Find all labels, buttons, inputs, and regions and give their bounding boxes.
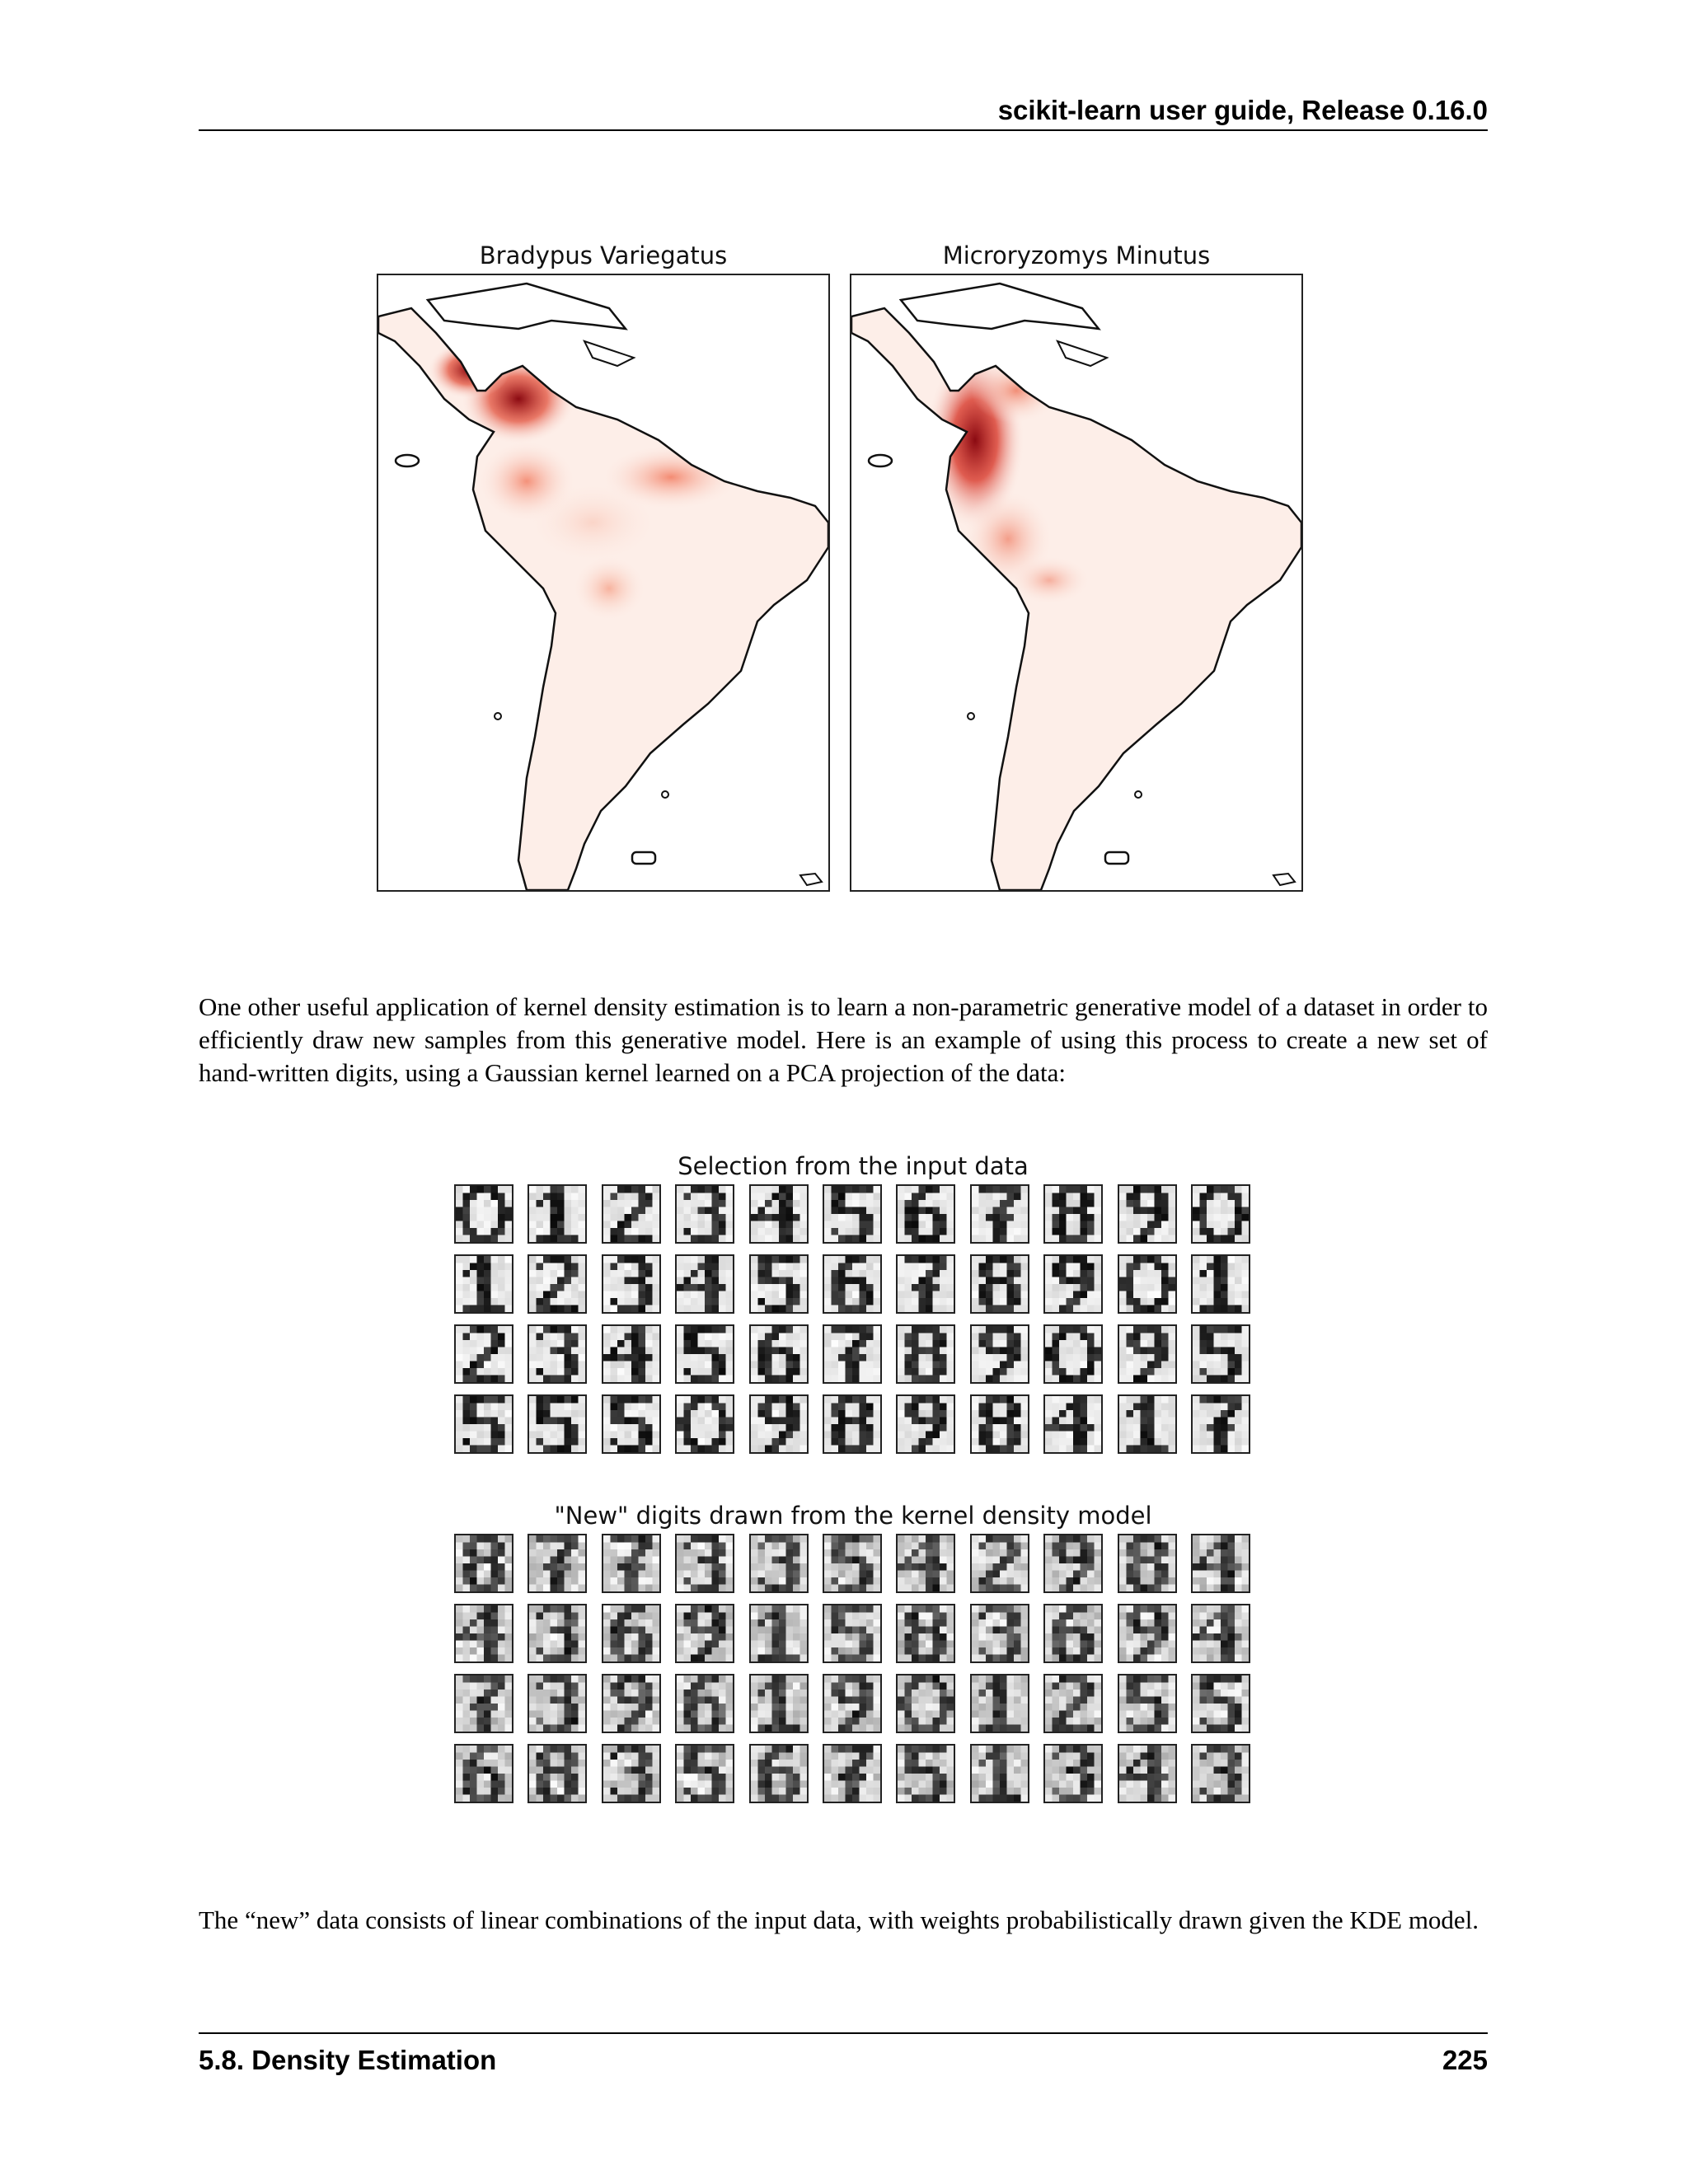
new-digit-cell xyxy=(675,1604,734,1663)
new-digit-glyph xyxy=(529,1605,585,1661)
input-digit-cell xyxy=(1043,1394,1103,1454)
new-digit-glyph xyxy=(677,1535,733,1591)
new-digit-glyph xyxy=(972,1535,1028,1591)
input-digit-glyph xyxy=(1119,1186,1175,1242)
new-digit-glyph xyxy=(1045,1605,1101,1661)
input-digit-cell xyxy=(1118,1394,1177,1454)
digits-title-input: Selection from the input data xyxy=(678,1152,1029,1180)
input-digit-glyph xyxy=(1119,1326,1175,1382)
input-digit-cell xyxy=(896,1184,955,1244)
footer-section-title: 5.8. Density Estimation xyxy=(199,2045,497,2075)
new-digit-cell xyxy=(675,1674,734,1733)
map-microryzomys xyxy=(850,274,1303,892)
new-digit-glyph xyxy=(824,1605,880,1661)
input-digit-glyph xyxy=(603,1186,659,1242)
input-digit-cell xyxy=(602,1324,661,1384)
input-digit-cell xyxy=(528,1184,587,1244)
input-digit-cell xyxy=(749,1184,809,1244)
new-digit-glyph xyxy=(677,1605,733,1661)
new-digit-cell xyxy=(528,1604,587,1663)
input-digit-glyph xyxy=(972,1256,1028,1312)
new-digit-cell xyxy=(454,1744,513,1803)
new-digit-cell xyxy=(896,1604,955,1663)
input-digit-cell xyxy=(528,1254,587,1314)
new-digit-cell xyxy=(454,1674,513,1733)
new-digit-cell xyxy=(970,1534,1029,1593)
input-digit-cell xyxy=(454,1324,513,1384)
input-digit-glyph xyxy=(456,1186,512,1242)
new-digit-glyph xyxy=(972,1675,1028,1732)
input-digit-cell xyxy=(454,1254,513,1314)
input-digit-cell xyxy=(1043,1254,1103,1314)
input-digit-glyph xyxy=(456,1396,512,1452)
new-digit-glyph xyxy=(751,1535,807,1591)
new-digit-glyph xyxy=(1119,1746,1175,1802)
input-digit-cell xyxy=(1191,1184,1250,1244)
input-digit-cell xyxy=(823,1184,882,1244)
new-digit-cell xyxy=(528,1674,587,1733)
input-digit-glyph xyxy=(751,1256,807,1312)
input-digit-glyph xyxy=(824,1186,880,1242)
input-digit-glyph xyxy=(1045,1186,1101,1242)
input-digit-cell xyxy=(749,1254,809,1314)
input-digit-glyph xyxy=(603,1256,659,1312)
new-digit-glyph xyxy=(456,1535,512,1591)
footer-rule xyxy=(199,2032,1488,2034)
new-digit-glyph xyxy=(603,1605,659,1661)
input-digit-glyph xyxy=(751,1186,807,1242)
input-digit-cell xyxy=(749,1324,809,1384)
new-digit-cell xyxy=(1043,1744,1103,1803)
input-digit-cell xyxy=(970,1324,1029,1384)
input-digit-cell xyxy=(1191,1394,1250,1454)
input-digit-cell xyxy=(970,1254,1029,1314)
body-paragraph-2: The “new” data consists of linear combinations of the input data, with weights probabilistically drawn given the KDE model. xyxy=(199,1905,1479,1934)
header-rule xyxy=(199,129,1488,131)
new-digit-glyph xyxy=(677,1675,733,1732)
input-digit-glyph xyxy=(1193,1186,1249,1242)
new-digit-cell xyxy=(1191,1744,1250,1803)
input-digit-glyph xyxy=(1045,1326,1101,1382)
new-digit-cell xyxy=(602,1604,661,1663)
new-digit-cell xyxy=(1043,1534,1103,1593)
new-digit-glyph xyxy=(751,1746,807,1802)
map-title-right: Microryzomys Minutus xyxy=(942,241,1211,269)
input-digit-glyph xyxy=(824,1396,880,1452)
new-digit-glyph xyxy=(824,1535,880,1591)
input-digit-cell xyxy=(454,1184,513,1244)
new-digit-cell xyxy=(970,1674,1029,1733)
map-bradypus xyxy=(377,274,830,892)
input-digit-cell xyxy=(675,1254,734,1314)
input-digit-cell xyxy=(602,1394,661,1454)
new-digit-cell xyxy=(1191,1604,1250,1663)
new-digit-glyph xyxy=(677,1746,733,1802)
digits-title-new: "New" digits drawn from the kernel density model xyxy=(554,1502,1152,1530)
input-digit-glyph xyxy=(603,1326,659,1382)
input-digit-glyph xyxy=(529,1396,585,1452)
input-digit-cell xyxy=(970,1184,1029,1244)
running-header: scikit-learn user guide, Release 0.16.0 xyxy=(997,95,1488,125)
new-digit-cell xyxy=(1118,1534,1177,1593)
new-digit-glyph xyxy=(1193,1746,1249,1802)
new-digit-cell xyxy=(896,1744,955,1803)
new-digit-glyph xyxy=(529,1535,585,1591)
input-digit-glyph xyxy=(1119,1396,1175,1452)
new-digit-cell xyxy=(454,1534,513,1593)
new-digit-cell xyxy=(454,1604,513,1663)
input-digit-glyph xyxy=(898,1396,954,1452)
new-digit-cell xyxy=(970,1604,1029,1663)
input-digit-cell xyxy=(823,1394,882,1454)
input-digit-cell xyxy=(602,1254,661,1314)
new-digit-cell xyxy=(675,1534,734,1593)
input-digit-cell xyxy=(1191,1324,1250,1384)
input-digit-glyph xyxy=(898,1186,954,1242)
input-digit-glyph xyxy=(677,1326,733,1382)
new-digit-glyph xyxy=(1045,1675,1101,1732)
new-digit-glyph xyxy=(1045,1746,1101,1802)
input-digit-cell xyxy=(970,1394,1029,1454)
new-digit-cell xyxy=(602,1674,661,1733)
input-digit-glyph xyxy=(529,1186,585,1242)
input-digit-cell xyxy=(896,1324,955,1384)
new-digit-glyph xyxy=(898,1605,954,1661)
input-digit-glyph xyxy=(456,1326,512,1382)
input-digit-cell xyxy=(896,1254,955,1314)
new-digit-glyph xyxy=(824,1746,880,1802)
input-digit-cell xyxy=(675,1184,734,1244)
input-digit-glyph xyxy=(677,1186,733,1242)
input-digit-cell xyxy=(602,1184,661,1244)
new-digit-glyph xyxy=(1045,1535,1101,1591)
new-digit-cell xyxy=(528,1534,587,1593)
input-digit-glyph xyxy=(529,1326,585,1382)
new-digit-glyph xyxy=(456,1675,512,1732)
new-digit-glyph xyxy=(1193,1675,1249,1732)
input-digit-glyph xyxy=(1119,1256,1175,1312)
new-digit-glyph xyxy=(603,1675,659,1732)
new-digit-glyph xyxy=(898,1535,954,1591)
new-digit-cell xyxy=(1191,1674,1250,1733)
input-digit-glyph xyxy=(972,1396,1028,1452)
input-digit-glyph xyxy=(1193,1396,1249,1452)
input-digit-cell xyxy=(675,1394,734,1454)
new-digit-cell xyxy=(528,1744,587,1803)
new-digit-glyph xyxy=(529,1675,585,1732)
new-digit-cell xyxy=(749,1534,809,1593)
input-digit-cell xyxy=(823,1254,882,1314)
density-map-bradypus xyxy=(378,275,828,890)
new-digit-cell xyxy=(1118,1744,1177,1803)
new-digit-cell xyxy=(1118,1674,1177,1733)
input-digit-glyph xyxy=(751,1396,807,1452)
input-digit-cell xyxy=(454,1394,513,1454)
new-digit-glyph xyxy=(751,1605,807,1661)
input-digit-glyph xyxy=(972,1186,1028,1242)
new-digit-glyph xyxy=(1119,1605,1175,1661)
new-digit-glyph xyxy=(1193,1535,1249,1591)
input-digit-glyph xyxy=(824,1326,880,1382)
new-digit-cell xyxy=(1191,1534,1250,1593)
new-digit-glyph xyxy=(751,1675,807,1732)
new-digit-cell xyxy=(1043,1674,1103,1733)
density-map-microryzomys xyxy=(851,275,1301,890)
input-digit-cell xyxy=(896,1394,955,1454)
new-digit-glyph xyxy=(456,1746,512,1802)
input-digit-glyph xyxy=(529,1256,585,1312)
input-digit-glyph xyxy=(603,1396,659,1452)
new-digit-cell xyxy=(823,1534,882,1593)
input-digit-glyph xyxy=(898,1256,954,1312)
new-digit-glyph xyxy=(603,1746,659,1802)
new-digit-cell xyxy=(896,1534,955,1593)
new-digit-cell xyxy=(1043,1604,1103,1663)
new-digit-cell xyxy=(675,1744,734,1803)
new-digit-cell xyxy=(749,1604,809,1663)
new-digit-glyph xyxy=(603,1535,659,1591)
input-digit-cell xyxy=(1118,1184,1177,1244)
input-digit-cell xyxy=(1191,1254,1250,1314)
input-digit-glyph xyxy=(677,1396,733,1452)
new-digit-glyph xyxy=(972,1746,1028,1802)
new-digit-cell xyxy=(823,1744,882,1803)
input-digit-cell xyxy=(749,1394,809,1454)
input-digit-glyph xyxy=(456,1256,512,1312)
new-digit-cell xyxy=(602,1744,661,1803)
input-digit-glyph xyxy=(1045,1256,1101,1312)
input-digit-glyph xyxy=(1193,1256,1249,1312)
new-digit-glyph xyxy=(898,1746,954,1802)
input-digit-cell xyxy=(1118,1324,1177,1384)
new-digit-glyph xyxy=(1119,1535,1175,1591)
input-digit-glyph xyxy=(1045,1396,1101,1452)
new-digit-cell xyxy=(749,1744,809,1803)
map-title-left: Bradypus Variegatus xyxy=(479,241,728,269)
input-digit-glyph xyxy=(898,1326,954,1382)
input-digit-glyph xyxy=(972,1326,1028,1382)
input-digits-grid xyxy=(454,1184,1254,1465)
new-digit-cell xyxy=(749,1674,809,1733)
new-digit-glyph xyxy=(824,1675,880,1732)
footer-page-number: 225 xyxy=(1442,2045,1488,2075)
input-digit-glyph xyxy=(751,1326,807,1382)
body-paragraph-1: One other useful application of kernel density estimation is to learn a non-parametric generative model of a dataset in order to efficiently draw new samples from this generative model. Here is an example of using this process to create a new set of hand-written digits, using a Gaussian kernel learned on a PCA projection of the data: xyxy=(199,992,1488,1087)
input-digit-cell xyxy=(1118,1254,1177,1314)
input-digit-cell xyxy=(675,1324,734,1384)
input-digit-glyph xyxy=(1193,1326,1249,1382)
input-digit-glyph xyxy=(824,1256,880,1312)
input-digit-glyph xyxy=(677,1256,733,1312)
new-digit-glyph xyxy=(456,1605,512,1661)
new-digit-cell xyxy=(823,1674,882,1733)
input-digit-cell xyxy=(528,1394,587,1454)
new-digit-cell xyxy=(896,1674,955,1733)
input-digit-cell xyxy=(528,1324,587,1384)
new-digit-cell xyxy=(1118,1604,1177,1663)
new-digit-cell xyxy=(602,1534,661,1593)
input-digit-cell xyxy=(1043,1184,1103,1244)
new-digit-cell xyxy=(823,1604,882,1663)
new-digit-glyph xyxy=(972,1605,1028,1661)
new-digit-glyph xyxy=(1119,1675,1175,1732)
new-digit-glyph xyxy=(898,1675,954,1732)
input-digit-cell xyxy=(1043,1324,1103,1384)
new-digit-glyph xyxy=(1193,1605,1249,1661)
new-digit-glyph xyxy=(529,1746,585,1802)
input-digit-cell xyxy=(823,1324,882,1384)
new-digits-grid xyxy=(454,1534,1254,1814)
new-digit-cell xyxy=(970,1744,1029,1803)
